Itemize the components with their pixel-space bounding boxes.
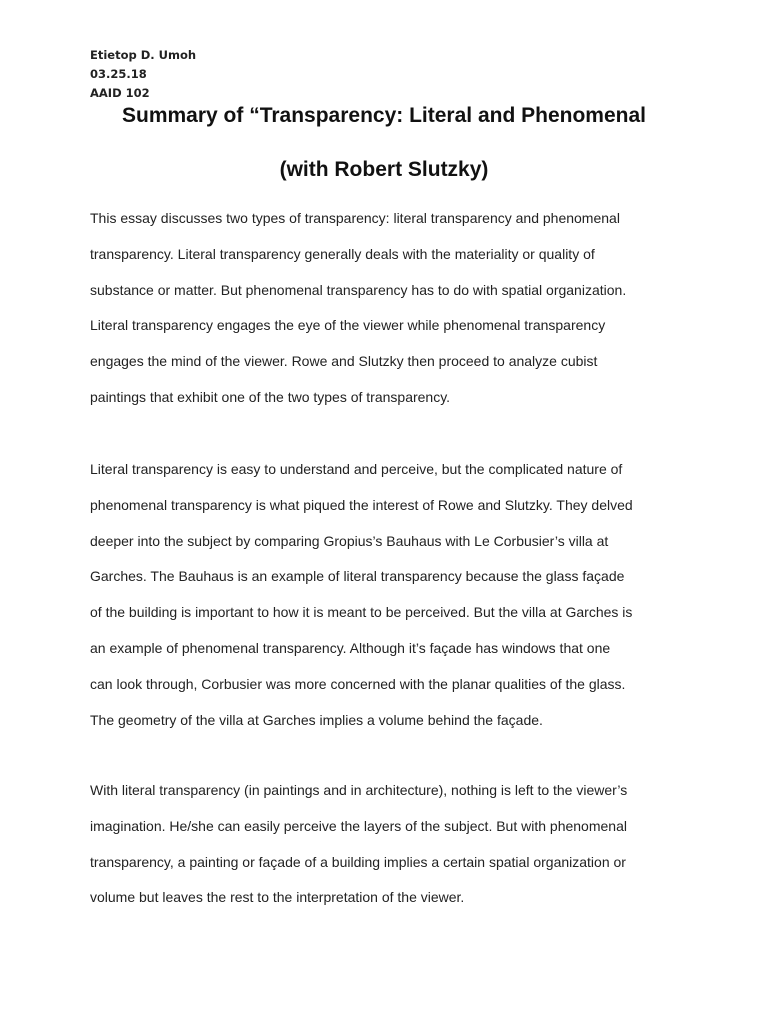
paragraph-line: Garches. The Bauhaus is an example of literal transparency because the glass façade (90, 568, 625, 585)
paragraph-line: engages the mind of the viewer. Rowe and Slutzky then proceed to analyze cubist (90, 353, 598, 370)
document-header (90, 46, 196, 103)
paragraph-line: can look through, Corbusier was more concerned with the planar qualities of the glass. (90, 675, 626, 692)
paragraph-line: The geometry of the villa at Garches implies a volume behind the façade. (90, 711, 543, 728)
paragraph-3 (90, 780, 690, 923)
title-line-2: (with Robert Slutzky) (279, 158, 489, 181)
paragraph-line: imagination. He/she can easily perceive the layers of the subject. But with phenomenal (90, 817, 627, 834)
paragraph-1 (90, 208, 690, 423)
paragraph-2 (90, 459, 690, 745)
paragraph-line: phenomenal transparency is what piqued the interest of Rowe and Slutzky. They delved (90, 496, 633, 513)
paragraph-line: This essay discusses two types of transparency: literal transparency and phenomenal (90, 210, 620, 226)
paragraph-line: of the building is important to how it is meant to be perceived. But the villa at Garches is (90, 604, 633, 621)
paragraph-line: transparency. Literal transparency generally deals with the materiality or quality of (90, 245, 595, 262)
paragraph-line: paintings that exhibit one of the two types of transparency. (90, 388, 451, 405)
paragraph-line: an example of phenomenal transparency. Although it’s façade has windows that one (90, 639, 611, 656)
paragraph-line: volume but leaves the rest to the interpretation of the viewer. (90, 889, 465, 906)
paragraph-line: Literal transparency engages the eye of the viewer while phenomenal transparency (90, 317, 606, 334)
document-date: 03.25.18 (90, 67, 147, 81)
paragraph-line: Literal transparency is easy to understand and perceive, but the complicated nature of (90, 461, 623, 477)
course-code: AAID 102 (90, 86, 150, 100)
author-name: Etietop D. Umoh (90, 48, 197, 62)
paragraph-line: substance or matter. But phenomenal transparency has to do with spatial organization. (90, 281, 627, 298)
paragraph-line: With literal transparency (in paintings and in architecture), nothing is left to the viewer’s (90, 782, 628, 798)
title-line-1: Summary of “Transparency: Literal and Phenomenal (122, 104, 646, 127)
paragraph-line: transparency, a painting or façade of a building implies a certain spatial organization or (90, 853, 626, 870)
paragraph-line: deeper into the subject by comparing Gropius’s Bauhaus with Le Corbusier’s villa at (90, 532, 609, 549)
